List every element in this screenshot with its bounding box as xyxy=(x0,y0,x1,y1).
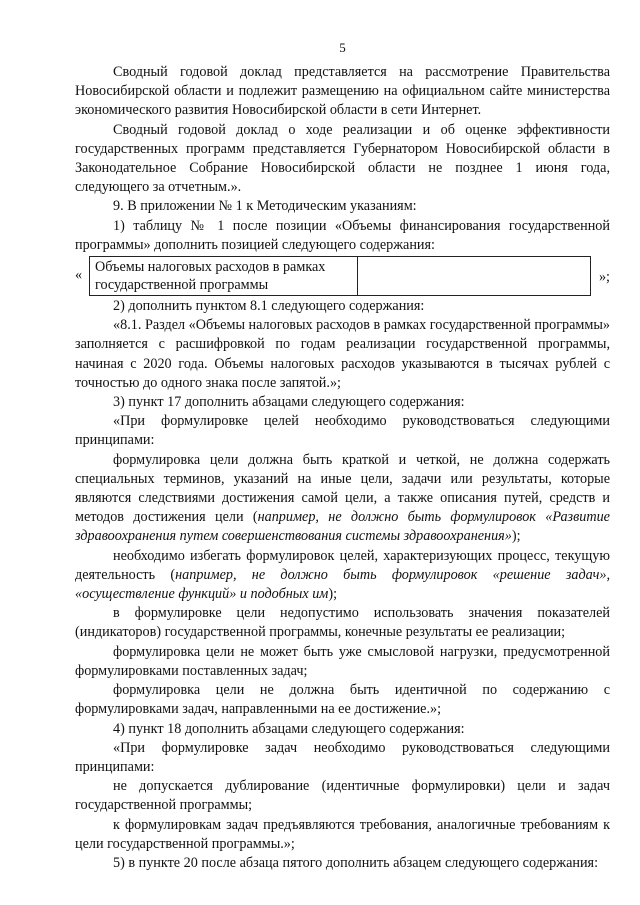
paragraph: 9. В приложении № 1 к Методическим указаниям: xyxy=(113,198,417,215)
paragraph: в формулировке цели недопустимо использовать значения показателей (индикаторов) государственной программы, конечные результаты ее реализации; xyxy=(75,605,610,641)
paragraph: не допускается дублирование (идентичные формулировки) цели и задач государственной программы; xyxy=(75,778,610,814)
paragraph-text: ); xyxy=(511,528,521,545)
paragraph-text: ); xyxy=(328,586,338,603)
paragraph-text: формулировка цели должна быть краткой и четкой, не должна содержать специальных терминов, указаний на иные цели, задачи или результаты, которые являются следствиями достижения самой цели, а также описания путей, средств и методов достижения цели ( xyxy=(75,451,610,526)
paragraph: к формулировкам задач предъявляются требования, аналогичные требованиям к цели государственной программы.»; xyxy=(75,816,610,852)
paragraph: Сводный годовой доклад о ходе реализации и об оценке эффективности государственных программ представляется Губернатором Новосибирской области в Законодательное Собрание Новосибирской области не позднее 1 июня года, следующего за отчетным.». xyxy=(75,121,610,196)
close-quote: »; xyxy=(598,269,610,286)
paragraph: «8.1. Раздел «Объемы налоговых расходов в рамках государственной программы» заполняется с расшифровкой по годам реализации государственной программы, начиная с 2020 года. Объемы налоговых расходов указываются в тысячах рублей с точностью до одного знака после запятой.»; xyxy=(75,317,610,391)
paragraph-goal-brevity xyxy=(75,451,610,547)
paragraph: 1) таблицу № 1 после позиции «Объемы финансирования государственной программы» дополнить позицией следующего содержания: xyxy=(75,217,610,253)
table-cell-value xyxy=(358,257,590,295)
paragraph: 3) пункт 17 дополнить абзацами следующего содержания: xyxy=(113,394,465,411)
paragraph: формулировка цели не должна быть идентичной по содержанию с формулировками задач, направленными на ее достижение.»; xyxy=(75,682,610,718)
open-quote: « xyxy=(75,267,83,284)
paragraph: «При формулировке задач необходимо руководствоваться следующими принципами: xyxy=(75,739,610,775)
paragraph: «При формулировке целей необходимо руководствоваться следующими принципами: xyxy=(75,413,610,449)
paragraph-text: необходимо избегать формулировок целей, характеризующих процесс, текущую деятельность ( xyxy=(75,547,610,583)
paragraph: 4) пункт 18 дополнить абзацами следующего содержания: xyxy=(113,720,465,737)
page-number: 5 xyxy=(339,40,346,55)
paragraph: Сводный годовой доклад представляется на рассмотрение Правительства Новосибирской области и подлежит размещению на официальном сайте министерства экономического развития Новосибирской области в сети Интернет. xyxy=(75,64,610,119)
paragraph: 2) дополнить пунктом 8.1 следующего содержания: xyxy=(113,298,425,315)
inserted-table-row xyxy=(75,256,610,296)
paragraph: формулировка цели не может быть уже смысловой нагрузки, предусмотренной формулировками поставленных задач; xyxy=(75,643,610,679)
paragraph: 5) в пункте 20 после абзаца пятого дополнить абзацем следующего содержания: xyxy=(113,854,599,871)
table-cell-label: Объемы налоговых расходов в рамках государственной программы xyxy=(90,257,358,295)
italic-example: например, не должно быть формулировок «Развитие здравоохранения путем совершенствования системы здравоохранения» xyxy=(75,509,610,545)
italic-example: например, не должно быть формулировок «решение задач», «осуществление функций» и подобных им xyxy=(75,566,610,603)
document-body xyxy=(75,63,610,873)
paragraph-avoid-process xyxy=(75,547,610,605)
inserted-table xyxy=(89,256,591,296)
